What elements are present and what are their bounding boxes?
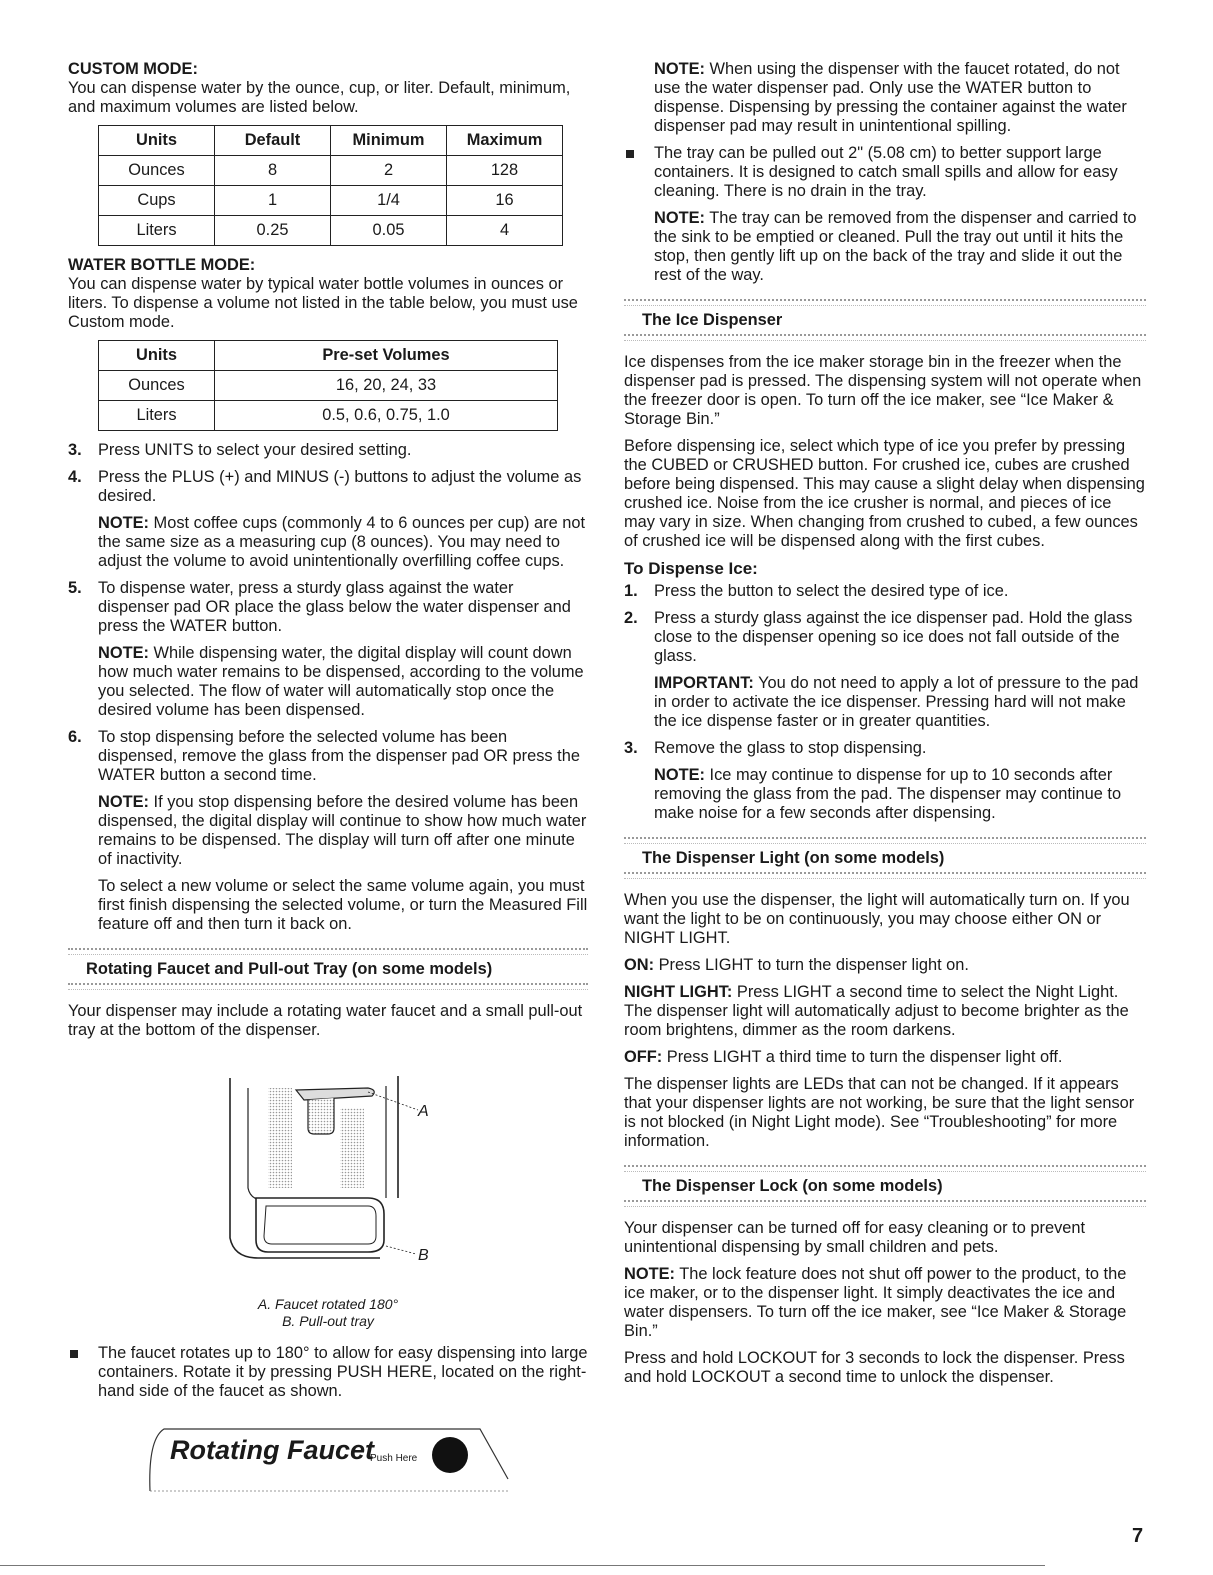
table-row bbox=[99, 371, 558, 401]
table-cell: 16, 20, 24, 33 bbox=[215, 371, 558, 401]
table-cell: Liters bbox=[99, 216, 215, 246]
rotating-intro: Your dispenser may include a rotating water faucet and a small pull-out tray at the bottom of the dispenser. bbox=[68, 1002, 583, 1039]
divider bbox=[68, 983, 588, 990]
ice-paragraph: Ice dispenses from the ice maker storage bin in the freezer when the dispenser pad is pressed. The dispensing system will not operate when the freezer door is open. To turn off the ice maker, see “Ice Maker & Storage Bin.” bbox=[624, 353, 1142, 428]
custom-mode-intro: You can dispense water by the ounce, cup, or liter. Default, minimum, and maximum volumes are listed below. bbox=[68, 79, 571, 116]
light-paragraph: The dispenser lights are LEDs that can not be changed. If it appears that your dispenser lights are not working, be sure that the light sensor is not blocked (in Night Light mode). See “Troubleshooting” for more information. bbox=[624, 1075, 1135, 1150]
list-item bbox=[624, 144, 1146, 285]
note-label: NOTE: bbox=[98, 514, 149, 532]
list-item bbox=[624, 582, 1146, 601]
divider bbox=[624, 1165, 1146, 1172]
light-on bbox=[624, 956, 1146, 975]
section-title: The Dispenser Lock (on some models) bbox=[642, 1177, 943, 1195]
dispenser-drawing bbox=[68, 1048, 588, 1288]
table-row bbox=[99, 216, 563, 246]
water-steps-list bbox=[68, 441, 588, 934]
note-label: NOTE: bbox=[654, 209, 705, 227]
rotating-faucet-label: Rotating Faucet bbox=[170, 1435, 375, 1465]
step-number: 2. bbox=[624, 609, 638, 627]
table-cell: 1 bbox=[215, 186, 331, 216]
note-text: The tray can be removed from the dispenser and carried to the sink to be emptied or cleaned. Pull the tray out until it hits the stop, then gently lift up on the back of the tray and slide it out the rest of the way. bbox=[654, 209, 1137, 284]
step-text: Press a sturdy glass against the ice dispenser pad. Hold the glass close to the dispenser opening so ice does not fall outside of the glass. bbox=[654, 609, 1133, 665]
table-header: Units bbox=[99, 126, 215, 156]
table-row bbox=[99, 156, 563, 186]
note-label: IMPORTANT: bbox=[654, 674, 754, 692]
note-text: When using the dispenser with the faucet rotated, do not use the water dispenser pad. Only use the WATER button to dispense. Dispensing by pressing the container against the water dispenser pad may result in unintentional spilling. bbox=[654, 60, 1127, 135]
dispenser-lock-section-header bbox=[624, 1165, 1146, 1207]
note-text: Ice may continue to dispense for up to 10 seconds after removing the glass from the pad. The dispenser may continue to make noise for a few seconds after dispensing. bbox=[654, 766, 1122, 822]
table-header: Default bbox=[215, 126, 331, 156]
right-column bbox=[624, 60, 1146, 1395]
table-header: Pre-set Volumes bbox=[215, 341, 558, 371]
note-label: NOTE: bbox=[98, 793, 149, 811]
lock-paragraph: Press and hold LOCKOUT for 3 seconds to lock the dispenser. Press and hold LOCKOUT a second time to unlock the dispenser. bbox=[624, 1349, 1125, 1386]
rotating-faucet-section-header bbox=[68, 948, 588, 990]
figure-label-b: B bbox=[418, 1247, 429, 1264]
table-cell: 1/4 bbox=[331, 186, 447, 216]
section-title: The Ice Dispenser bbox=[642, 311, 783, 329]
note-text: While dispensing water, the digital display will count down how much water remains to be dispensed, according to the volume you selected. The flow of water will automatically stop once the desired volume has been dispensed. bbox=[98, 644, 584, 719]
custom-mode-heading: CUSTOM MODE: bbox=[68, 60, 198, 78]
note-text: Most coffee cups (commonly 4 to 6 ounces per cup) are not the same size as a measuring cup (8 ounces). You may need to adjust the volume to avoid unintentionally overfilling coffee cups. bbox=[98, 514, 586, 570]
table-cell: Liters bbox=[99, 401, 215, 431]
table-cell: 2 bbox=[331, 156, 447, 186]
step-text: Press UNITS to select your desired setting. bbox=[98, 441, 412, 459]
water-bottle-intro: You can dispense water by typical water bottle volumes in ounces or liters. To dispense a volume not listed in the table below, you must use Custom mode. bbox=[68, 275, 578, 331]
table-header: Units bbox=[99, 341, 215, 371]
note-text: You do not need to apply a lot of pressure to the pad in order to activate the ice dispenser. Pressing hard will not make the ice dispense faster or in greater quantities. bbox=[654, 674, 1139, 730]
note-label: NOTE: bbox=[654, 60, 705, 78]
lock-note bbox=[624, 1265, 1146, 1341]
table-cell: 16 bbox=[447, 186, 563, 216]
step-number: 3. bbox=[624, 739, 638, 757]
table-header: Maximum bbox=[447, 126, 563, 156]
divider bbox=[624, 334, 1146, 341]
rotating-faucet-graphic bbox=[68, 1419, 588, 1499]
table-cell: 0.05 bbox=[331, 216, 447, 246]
note-label: NOTE: bbox=[98, 644, 149, 662]
table-cell: 4 bbox=[447, 216, 563, 246]
step-text: To dispense water, press a sturdy glass against the water dispenser pad OR place the glass below the water dispenser and press the WATER button. bbox=[98, 579, 571, 635]
night-light-label: NIGHT LIGHT: bbox=[624, 983, 733, 1001]
step-text: To stop dispensing before the selected volume has been dispensed, remove the glass from the dispenser pad OR press the WATER button a second time. bbox=[98, 728, 580, 784]
section-title: The Dispenser Light (on some models) bbox=[642, 849, 945, 867]
figure-label-a: A bbox=[418, 1103, 429, 1120]
step-note bbox=[98, 644, 588, 720]
ice-paragraph: Before dispensing ice, select which type of ice you prefer by pressing the CUBED or CRUSHED button. For crushed ice, cubes are crushed before being dispensed. This may cause a slight delay when dispensing crushed ice. Noise from the ice crusher is normal, and pieces of ice may vary in size. When changing from crushed to cubed, a few ounces of crushed ice will be dispensed along with the first cubes. bbox=[624, 437, 1145, 550]
water-bottle-heading: WATER BOTTLE MODE: bbox=[68, 256, 256, 274]
off-label: OFF: bbox=[624, 1048, 663, 1066]
caption-a: A. Faucet rotated 180° bbox=[257, 1296, 399, 1312]
note-text: The lock feature does not shut off power to the product, to the ice maker, or to the dispenser light. It simply deactivates the ice and water dispensers. To turn off the ice maker, see “Ice Maker & Storage Bin.” bbox=[624, 1265, 1127, 1340]
list-item bbox=[624, 609, 1146, 731]
table-cell: 0.5, 0.6, 0.75, 1.0 bbox=[215, 401, 558, 431]
table-header: Minimum bbox=[331, 126, 447, 156]
ice-dispenser-section-header bbox=[624, 299, 1146, 341]
step-extra: To select a new volume or select the same volume again, you must first finish dispensing the selected volume, or turn the Measured Fill feature off and then turn it back on. bbox=[98, 877, 588, 933]
step-number: 5. bbox=[68, 579, 82, 597]
list-item bbox=[68, 579, 588, 720]
section-title: Rotating Faucet and Pull-out Tray (on some models) bbox=[86, 960, 493, 978]
light-night bbox=[624, 983, 1146, 1040]
table-row bbox=[99, 186, 563, 216]
push-here-label: Push Here bbox=[370, 1453, 418, 1464]
left-column bbox=[68, 60, 588, 1499]
bullet-icon bbox=[626, 150, 634, 158]
list-item bbox=[624, 739, 1146, 823]
step-note bbox=[98, 793, 588, 869]
table-cell: 128 bbox=[447, 156, 563, 186]
step-number: 1. bbox=[624, 582, 638, 600]
tray-bullet-text: The tray can be pulled out 2" (5.08 cm) to better support large containers. It is designed to catch small spills and allow for easy cleaning. There is no drain in the tray. bbox=[654, 144, 1118, 200]
note-label: NOTE: bbox=[654, 766, 705, 784]
lock-paragraph: Your dispenser can be turned off for easy cleaning or to prevent unintentional dispensing by small children and pets. bbox=[624, 1219, 1086, 1256]
table-cell: 0.25 bbox=[215, 216, 331, 246]
step-text: Press the button to select the desired type of ice. bbox=[654, 582, 1009, 600]
figure-caption bbox=[68, 1296, 588, 1330]
step-note bbox=[654, 674, 1146, 731]
step-number: 4. bbox=[68, 468, 82, 486]
note-label: NOTE: bbox=[624, 1265, 675, 1283]
table-row bbox=[99, 401, 558, 431]
on-text: Press LIGHT to turn the dispenser light on. bbox=[654, 956, 969, 974]
step-number: 6. bbox=[68, 728, 82, 746]
list-item bbox=[68, 441, 588, 460]
list-item bbox=[68, 468, 588, 571]
note-text: If you stop dispensing before the desired volume has been dispensed, the digital display will continue to show how much water remains to be dispensed. The display will turn off after one minute of inactivity. bbox=[98, 793, 587, 868]
step-number: 3. bbox=[68, 441, 82, 459]
step-note bbox=[98, 514, 588, 571]
caption-b: B. Pull-out tray bbox=[282, 1313, 374, 1329]
table-cell: Cups bbox=[99, 186, 215, 216]
divider bbox=[624, 1200, 1146, 1207]
divider bbox=[68, 948, 588, 955]
divider bbox=[624, 872, 1146, 879]
faucet-bullet-text: The faucet rotates up to 180° to allow for easy dispensing into large containers. Rotate it by pressing PUSH HERE, located on the right-hand side of the faucet as shown. bbox=[98, 1344, 588, 1400]
faucet-note bbox=[624, 60, 1146, 136]
ice-steps-list bbox=[624, 582, 1146, 823]
night-light-text: Press LIGHT a second time to select the Night Light. The dispenser light will automatically adjust to become brighter as the room brightens, dimmer as the room darkens. bbox=[624, 983, 1129, 1039]
table-cell: Ounces bbox=[99, 371, 215, 401]
list-item bbox=[68, 1344, 588, 1401]
page-number: 7 bbox=[1132, 1525, 1144, 1547]
list-item bbox=[68, 728, 588, 934]
divider bbox=[624, 299, 1146, 306]
step-note bbox=[654, 766, 1146, 823]
to-dispense-ice-heading: To Dispense Ice: bbox=[624, 559, 758, 578]
bullet-icon bbox=[70, 1350, 78, 1358]
step-text: Remove the glass to stop dispensing. bbox=[654, 739, 927, 757]
light-paragraph: When you use the dispenser, the light will automatically turn on. If you want the light to be on continuously, you may choose either ON or NIGHT LIGHT. bbox=[624, 891, 1130, 947]
light-off bbox=[624, 1048, 1146, 1067]
table-cell: 8 bbox=[215, 156, 331, 186]
off-text: Press LIGHT a third time to turn the dispenser light off. bbox=[662, 1048, 1063, 1066]
table-cell: Ounces bbox=[99, 156, 215, 186]
dispenser-illustration bbox=[68, 1048, 588, 1288]
dispenser-light-section-header bbox=[624, 837, 1146, 879]
tray-note bbox=[654, 209, 1146, 285]
divider bbox=[624, 837, 1146, 844]
step-text: Press the PLUS (+) and MINUS (-) buttons to adjust the volume as desired. bbox=[98, 468, 582, 505]
on-label: ON: bbox=[624, 956, 655, 974]
custom-mode-table bbox=[98, 125, 563, 246]
push-here-button-icon bbox=[432, 1437, 468, 1473]
footer-divider bbox=[0, 1565, 1045, 1566]
water-bottle-table bbox=[98, 340, 558, 431]
